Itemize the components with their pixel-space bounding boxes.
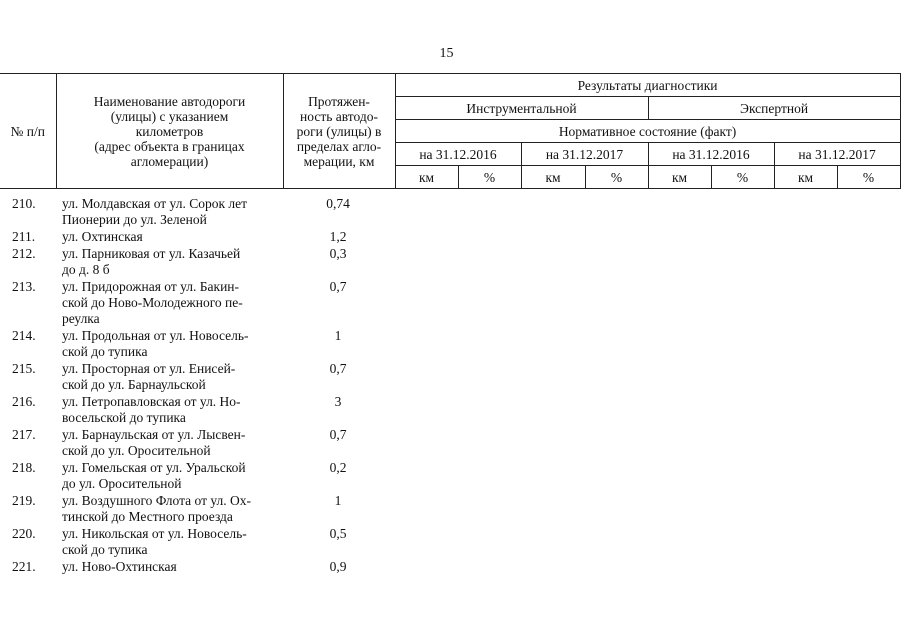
road-name-line: ул. Просторная от ул. Енисей- <box>62 361 236 376</box>
header-length-line: пределах агло- <box>296 138 382 154</box>
header-name-line: километров <box>135 123 204 139</box>
road-name-line: ул. Молдавская от ул. Сорок лет <box>62 196 248 211</box>
road-length: 0,2 <box>329 460 347 475</box>
road-length: 0,9 <box>329 559 347 574</box>
road-name <box>52 394 264 426</box>
header-unit: км <box>774 166 837 189</box>
table-row <box>0 279 905 327</box>
header-expert: Экспертной <box>648 97 900 120</box>
road-name-line: до ул. Оросительной <box>62 476 182 491</box>
table-row <box>0 246 905 278</box>
road-name <box>52 246 264 278</box>
header-length <box>283 74 395 189</box>
road-name-line: ской до ул. Барнаульской <box>62 377 206 392</box>
road-name-line: до д. 8 б <box>62 262 110 277</box>
road-length: 0,5 <box>329 526 347 541</box>
header-date: на 31.12.2017 <box>521 143 648 166</box>
header-unit: % <box>711 166 774 189</box>
road-name-line: ской до ул. Оросительной <box>62 443 211 458</box>
road-name <box>52 328 264 360</box>
row-number: 213. <box>12 279 36 294</box>
header-length-line: мерации, км <box>303 153 375 169</box>
row-number: 220. <box>12 526 36 541</box>
header-date: на 31.12.2016 <box>648 143 774 166</box>
table-row <box>0 493 905 525</box>
row-number: 218. <box>12 460 36 475</box>
road-name <box>52 427 264 459</box>
road-length: 0,7 <box>329 361 347 376</box>
road-name <box>52 559 264 575</box>
road-name-line: восельской до тупика <box>62 410 186 425</box>
table-row <box>0 394 905 426</box>
road-name-line: ул. Барнаульская от ул. Лысвен- <box>62 427 246 442</box>
row-number: 221. <box>12 559 36 574</box>
road-name <box>52 460 264 492</box>
header-name-line: (улицы) с указанием <box>110 108 229 124</box>
table-row <box>0 361 905 393</box>
page-number: 15 <box>439 46 454 61</box>
road-length: 0,7 <box>329 279 347 294</box>
header-date: на 31.12.2016 <box>395 143 521 166</box>
header-unit: % <box>837 166 900 189</box>
road-length: 0,7 <box>329 427 347 442</box>
road-length: 0,74 <box>326 196 350 211</box>
road-name-line: ской до тупика <box>62 542 148 557</box>
header-length-line: ность автодо- <box>300 108 378 124</box>
road-length: 1 <box>334 493 342 508</box>
road-name-line: ул. Продольная от ул. Новосель- <box>62 328 249 343</box>
row-number: 217. <box>12 427 36 442</box>
road-length: 0,3 <box>329 246 347 261</box>
road-length: 1 <box>334 328 342 343</box>
road-name-line: реулка <box>62 311 100 326</box>
road-name-line: ул. Петропавловская от ул. Но- <box>62 394 241 409</box>
road-name <box>52 493 264 525</box>
header-unit: км <box>395 166 458 189</box>
road-length: 1,2 <box>329 229 347 244</box>
road-name-line: ул. Придорожная от ул. Бакин- <box>62 279 240 294</box>
road-name-line: ул. Воздушного Флота от ул. Ох- <box>62 493 252 508</box>
road-name <box>52 229 264 245</box>
header-name <box>56 74 283 189</box>
row-number: 210. <box>12 196 36 211</box>
road-name <box>52 279 264 327</box>
table-body <box>0 196 905 576</box>
road-name-line: ул. Охтинская <box>62 229 143 244</box>
header-date: на 31.12.2017 <box>774 143 900 166</box>
row-number: 211. <box>12 229 36 244</box>
header-normative: Нормативное состояние (факт) <box>395 120 900 143</box>
road-name-line: Пионерии до ул. Зеленой <box>62 212 207 227</box>
header-unit: км <box>648 166 711 189</box>
header-results: Результаты диагностики <box>395 74 900 97</box>
row-number: 216. <box>12 394 36 409</box>
road-name <box>52 361 264 393</box>
header-unit: км <box>521 166 585 189</box>
road-name-line: ул. Гомельская от ул. Уральской <box>62 460 246 475</box>
row-number: 219. <box>12 493 36 508</box>
road-name-line: ул. Никольская от ул. Новосель- <box>62 526 247 541</box>
table-row <box>0 559 905 575</box>
header-unit: % <box>458 166 521 189</box>
header-name-line: Наименование автодороги <box>93 93 246 109</box>
road-name-line: тинской до Местного проезда <box>62 509 233 524</box>
table-row <box>0 460 905 492</box>
header-unit: % <box>585 166 648 189</box>
road-name-line: ской до Ново-Молодежного пе- <box>62 295 243 310</box>
header-num: № п/п <box>0 74 56 189</box>
table-row <box>0 196 905 228</box>
road-name <box>52 196 264 228</box>
table-row <box>0 328 905 360</box>
header-instrumental: Инструментальной <box>395 97 648 120</box>
header-name-line: (адрес объекта в границах <box>94 138 245 154</box>
road-name-line: ул. Ново-Охтинская <box>62 559 177 574</box>
header-length-line: Протяжен- <box>308 93 370 109</box>
road-name <box>52 526 264 558</box>
row-number: 214. <box>12 328 36 343</box>
table-row <box>0 526 905 558</box>
row-number: 215. <box>12 361 36 376</box>
road-name-line: ул. Парниковая от ул. Казачьей <box>62 246 241 261</box>
header-length-line: роги (улицы) в <box>296 123 382 139</box>
row-number: 212. <box>12 246 36 261</box>
road-length: 3 <box>334 394 342 409</box>
road-name-line: ской до тупика <box>62 344 148 359</box>
table-row <box>0 427 905 459</box>
header-name-line: агломерации) <box>130 153 209 169</box>
table-header <box>0 73 901 189</box>
table-row <box>0 229 905 245</box>
